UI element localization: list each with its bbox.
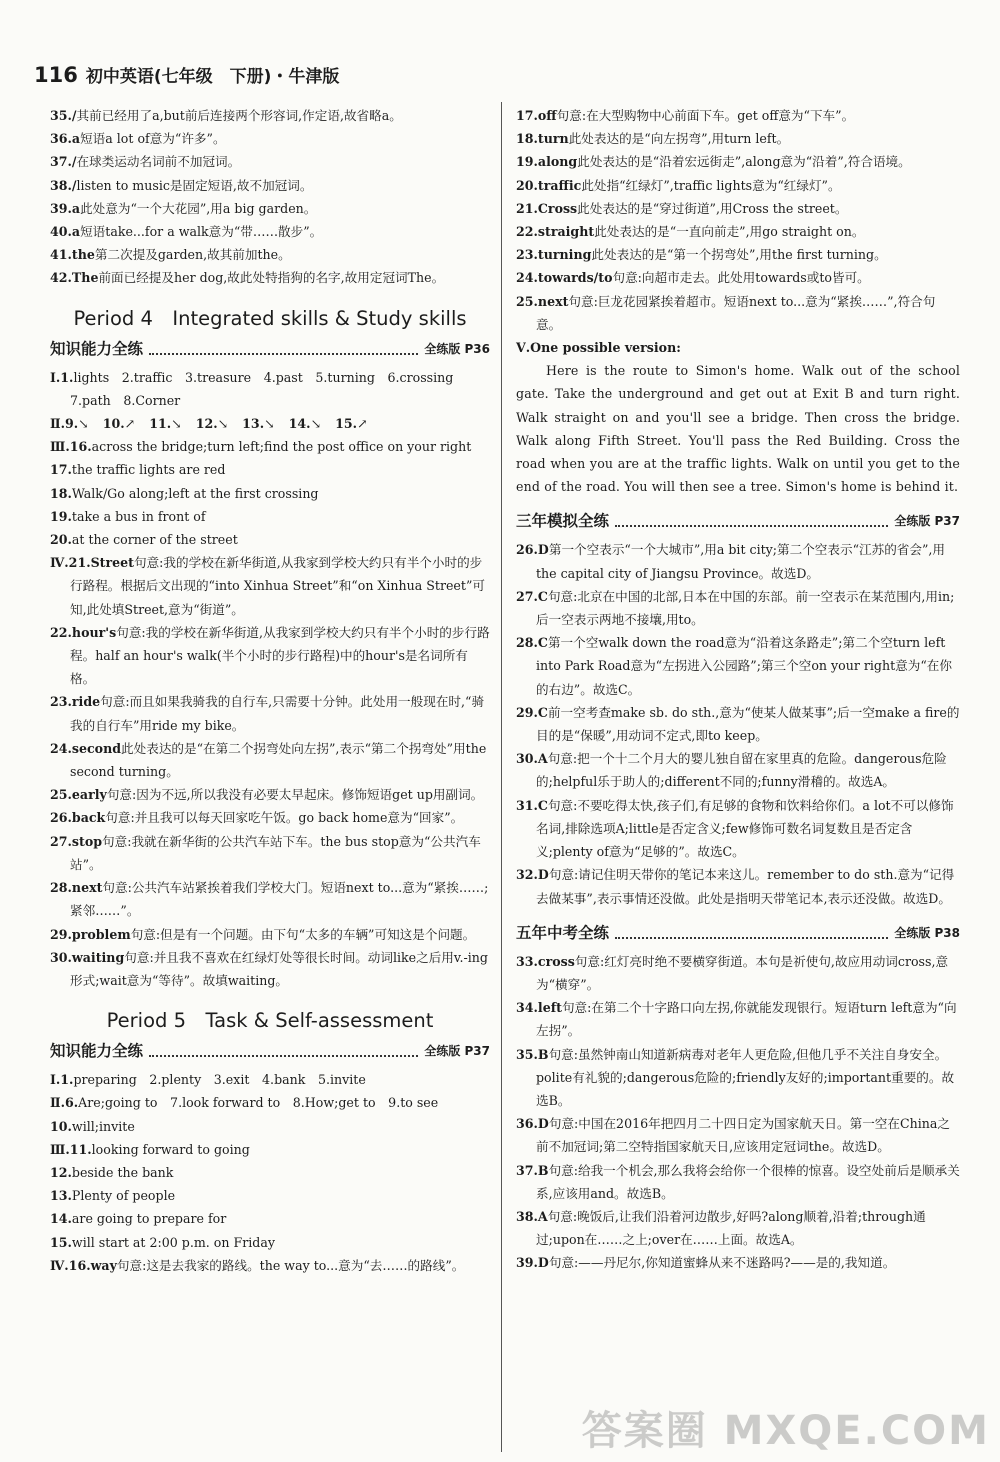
answer-item <box>516 243 960 266</box>
five-year-section-bar <box>516 922 960 944</box>
answer-item <box>50 830 490 876</box>
answer-number: Ⅲ.11. <box>50 1141 92 1157</box>
answer-text: 句意:而且如果我骑我的自行车,只需要十分钟。此处用一般现在时,“骑我的自行车”用ride my bike。 <box>70 694 485 733</box>
answer-item <box>50 174 490 197</box>
five-year-answers <box>516 950 960 1275</box>
answer-number: 17.off <box>516 108 557 123</box>
answer-item <box>50 876 490 922</box>
answer-text: 句意:——丹尼尔,你知道蜜蜂从来不迷路吗?——是的,我知道。 <box>548 1255 896 1271</box>
answer-text: 第一个空walk down the road意为“沿着这条路走”;第二个空turn left into Park Road意为“左拐进入公园路”;第三个空on your right意为“在你的右边”。故选C。 <box>536 635 952 697</box>
right-column <box>516 104 960 1275</box>
answer-text: 句意:这是去我家的路线。the way to...意为“去……的路线”。 <box>116 1257 465 1273</box>
answer-text: beside the bank <box>71 1164 174 1180</box>
answer-number: 10. <box>50 1118 72 1134</box>
arrow-icon: ↘ <box>264 416 275 432</box>
answer-item <box>50 946 490 992</box>
section-name: 五年中考全练 <box>516 923 610 942</box>
answer-text: 其前已经用了a,but前后连接两个形容词,作定语,故省略a。 <box>76 108 402 123</box>
answer-item <box>50 104 490 127</box>
answer-text: at the corner of the street <box>71 532 238 548</box>
page-header <box>34 62 339 92</box>
answer-number: 40.a <box>50 224 81 240</box>
answer-number: 25.next <box>516 293 569 309</box>
answer-text: Walk/Go along;left at the first crossing <box>71 485 319 501</box>
answer-number: 28.next <box>50 880 103 896</box>
answer-text: 此处指“红绿灯”,traffic lights意为“红绿灯”。 <box>581 177 841 193</box>
answer-item <box>50 737 490 783</box>
answer-text: 句意:给我一个机会,那么我将会给你一个很棒的惊喜。设空处前后是顺承关系,应该用and。故选B。 <box>536 1162 960 1201</box>
answer-text: 句意:因为不远,所以我没有必要太早起床。修饰短语get up用副词。 <box>106 787 484 803</box>
section-name: 知识能力全练 <box>50 1042 144 1061</box>
answer-number: 24.second <box>50 740 122 756</box>
answer-item <box>50 783 490 806</box>
answer-text: 短语take...for a walk意为“带……散步”。 <box>80 224 323 240</box>
answer-item <box>516 1112 960 1158</box>
answer-number: 23.turning <box>516 247 592 263</box>
answer-number: 41.the <box>50 247 95 263</box>
section-name: 三年模拟全练 <box>516 512 610 531</box>
answer-item <box>50 435 490 458</box>
answer-number: 12. <box>50 1164 72 1180</box>
answer-item <box>50 220 490 243</box>
arrow-icon: ↗ <box>124 416 136 432</box>
intonation-arrow: 11.↘ <box>149 416 182 432</box>
answer-item <box>50 551 490 621</box>
answer-item <box>516 290 960 336</box>
answer-text: 句意:向超市走去。此处用towards或to皆可。 <box>612 270 870 286</box>
answer-number: 14. <box>50 1211 72 1227</box>
answer-text: 句意:中国在2016年把四月二十四日定为国家航天日。第一空在China之前不加冠词;第二空特指国家航天日,应该用定冠词the。故选D。 <box>536 1116 950 1155</box>
column-divider <box>501 102 502 1452</box>
answer-item <box>50 1254 490 1277</box>
period-5-title: Period 5 Task & Self-assessment <box>106 1009 434 1033</box>
answer-number: Ⅱ.6. <box>50 1095 79 1111</box>
answer-text: 句意:并且我可以每天回家吃午饭。go back home意为“回家”。 <box>105 810 464 826</box>
answer-text: 第一个空表示“一个大城市”,用a bit city;第二个空表示“江苏的省会”,用the capital city of Jiangsu Province。故选D。 <box>536 542 946 581</box>
answer-item <box>50 1068 490 1091</box>
left-column <box>50 104 490 1277</box>
answer-number: 18. <box>50 485 72 501</box>
answer-item <box>516 631 960 701</box>
answer-number: 38./ <box>50 177 77 193</box>
three-year-answers <box>516 538 960 909</box>
answer-item <box>50 266 490 289</box>
period-5-answers <box>50 1068 490 1277</box>
answer-text: are going to prepare for <box>71 1211 227 1227</box>
answer-number: 23.ride <box>50 694 101 710</box>
answer-number: 20.traffic <box>516 177 582 193</box>
answer-text: 句意:我就在新华街的公共汽车站下车。the bus stop意为“公共汽车站”。 <box>70 833 481 872</box>
answer-item <box>516 174 960 197</box>
answer-number: 26.D <box>516 542 549 558</box>
answer-item <box>50 127 490 150</box>
page-number: 116 <box>34 63 78 87</box>
answer-text: will start at 2:00 p.m. on Friday <box>71 1234 275 1250</box>
answer-item <box>516 266 960 289</box>
answer-number: 34.left <box>516 1000 562 1016</box>
answer-text: listen to music是固定短语,故不加冠词。 <box>76 177 313 193</box>
answer-number: 33.cross <box>516 953 575 969</box>
answer-text: 此处意为“一个大花园”,用a big garden。 <box>80 200 317 216</box>
arrow-icon: ↗ <box>357 416 368 432</box>
arrow-icon: ↘ <box>171 416 182 432</box>
answer-item <box>50 1138 490 1161</box>
answer-item <box>50 1161 490 1184</box>
answer-number: 21.Cross <box>516 200 578 216</box>
answer-item <box>516 1159 960 1205</box>
answer-text: 句意:不要吃得太快,孩子们,有足够的食物和饮料给你们。a lot不可以修饰名词,排除选项A;little是否定含义;few修饰可数名词复数且是否定含义;plenty of意为“足够的”。故选C。 <box>536 797 954 860</box>
answer-number: 36.a <box>50 131 81 147</box>
intonation-arrow: 14.↘ <box>288 416 322 432</box>
answer-item <box>50 621 490 691</box>
answer-item <box>516 538 960 584</box>
answer-item <box>50 690 490 736</box>
answer-text: 此处表达的是“穿过街道”,用Cross the street。 <box>577 200 848 216</box>
answer-text: 句意:晚饭后,让我们沿着河边散步,好吗?along顺着,沿着;through通过;upon在……之上;over在……上面。故选A。 <box>536 1208 926 1248</box>
answer-item <box>50 150 490 173</box>
answer-item <box>50 458 490 481</box>
answer-number: 27.stop <box>50 833 103 849</box>
period-4-title: Period 4 Integrated skills & Study skills <box>73 306 467 330</box>
answer-number: 30.A <box>516 751 548 767</box>
answer-number: 22.straight <box>516 224 595 240</box>
answer-text: 句意:我的学校在新华街道,从我家到学校大约只有半个小时的步行路程。根据后文出现的“into Xinhua Street”和“on Xinhua Street”可知,此处填Street,意为“街道”。 <box>70 555 485 617</box>
answer-number: 26.back <box>50 810 106 826</box>
arrow-icon: ↘ <box>310 416 322 432</box>
answer-number: 29.C <box>516 704 548 720</box>
answer-item <box>50 923 490 946</box>
answer-item <box>516 950 960 996</box>
answer-text: 句意:在大型购物中心前面下车。get off意为“下车”。 <box>556 108 855 123</box>
answer-number: 38.A <box>516 1208 548 1224</box>
section-ref: 全练版 P37 <box>894 514 960 529</box>
answer-text: preparing 2.plenty 3.exit 4.bank 5.invite <box>73 1072 366 1088</box>
answer-number: Ⅳ.21.Street <box>50 555 134 571</box>
answer-number: 22.hour's <box>50 624 117 640</box>
answer-number: 39.a <box>50 200 81 216</box>
answer-number: 25.early <box>50 787 107 803</box>
dotted-leader <box>149 343 418 355</box>
answer-text: 句意:虽然钟南山知道新病毒对老年人更危险,但他几乎不关注自身安全。polite有礼貌的;dangerous危险的;friendly友好的;important重要的。故选B。 <box>536 1046 955 1108</box>
answer-item <box>50 806 490 829</box>
answer-item: Ⅰ.1.lights 2.traffic 3.treasure 4.past 5.turning 6.crossing 7.path 8.Corner <box>50 369 466 408</box>
watermark-logo: 答案圈 MXQE.COM <box>581 1408 990 1454</box>
answer-number: 37.B <box>516 1162 549 1178</box>
answer-text: 此处表达的是“向左拐弯”,用turn left。 <box>568 131 790 147</box>
answer-item <box>50 1091 490 1114</box>
answer-text: 句意:把一个十二个月大的婴儿独自留在家里真的危险。dangerous危险的;helpful乐于助人的;different不同的;funny滑稽的。故选A。 <box>536 751 947 790</box>
answer-text: 句意:请记住明天带你的笔记本来这儿。remember to do sth.意为“记得去做某事”,表示事情还没做。此处是指明天带笔记本,表示还没做。故选D。 <box>536 867 955 906</box>
answer-number: 17. <box>50 462 72 478</box>
answer-number: 19.along <box>516 154 578 170</box>
answer-item <box>516 150 960 173</box>
answer-number: Ⅲ.16. <box>50 439 92 455</box>
answer-text: 句意:但是有一个问题。由下句“太多的车辆”可知这是个问题。 <box>130 926 476 942</box>
answer-number: 32.D <box>516 867 549 883</box>
answer-text: 句意:北京在中国的北部,日本在中国的东部。前一空表示在某范围内,用in;后一空表示两地不接壤,用to。 <box>536 588 955 628</box>
answer-text: the traffic lights are red <box>71 462 226 478</box>
answer-number: 30.waiting <box>50 949 125 965</box>
answer-text: 句意:我的学校在新华街道,从我家到学校大约只有半个小时的步行路程。half an hour's walk(半个小时的步行路程)中的hour's是名词所有格。 <box>70 624 490 687</box>
answer-number: 13. <box>50 1188 72 1204</box>
answer-item <box>50 1207 490 1230</box>
answer-text: 第二次提及garden,故其前加the。 <box>94 247 291 263</box>
answer-list-17-25 <box>516 104 960 336</box>
essay-heading: Ⅴ.One possible version: <box>516 340 681 356</box>
answer-item <box>516 197 960 220</box>
answer-item <box>50 243 490 266</box>
answer-number: 18.turn <box>516 131 569 147</box>
answer-item <box>50 197 490 220</box>
answer-text: take a bus in front of <box>71 508 206 524</box>
period-4-section-bar <box>50 338 490 360</box>
answer-text: 句意:巨龙花园紧挨着超市。短语next to...意为“紧挨……”,符合句意。 <box>536 293 936 332</box>
answer-number: 35./ <box>50 108 77 123</box>
answer-number: 29.problem <box>50 926 131 942</box>
answer-item <box>516 220 960 243</box>
intonation-arrows-row <box>50 412 490 435</box>
period-5-section-bar <box>50 1040 490 1062</box>
essay-text: Here is the route to Simon's home. Walk out of the school gate. Take the underground and get out at Exit B and turn right. Walk straight on and you'll see a bridge. Then cross the bridge. Walk along Fifth Street. You'll pass the Red Building. Cross the road when you are at the traffic lights. Walk on until you get to the end of the road. You will then see a tree. Simon's home is behind it. <box>516 363 960 495</box>
section-name: 知识能力全练 <box>50 339 144 358</box>
answer-item <box>516 863 960 909</box>
period-4-answers <box>50 435 490 992</box>
answer-number: 27.C <box>516 588 548 604</box>
answer-item <box>516 1205 960 1251</box>
answer-text: across the bridge;turn left;find the post office on your right <box>91 439 472 455</box>
answer-item <box>516 747 960 793</box>
answer-number: 24.towards/to <box>516 270 613 286</box>
intonation-arrow: Ⅱ.9.↘ <box>50 416 89 432</box>
answer-item <box>516 1043 960 1113</box>
answer-number: 31.C <box>516 797 548 813</box>
answer-number: 35.B <box>516 1046 549 1062</box>
answer-number: 37./ <box>50 154 77 170</box>
dotted-leader <box>615 515 888 527</box>
answer-item <box>516 701 960 747</box>
arrow-icon: ↘ <box>78 416 89 432</box>
answer-text: 前一空考查make sb. do sth.,意为“使某人做某事”;后一空make a fire的目的是“保暖”,用动词不定式,即to keep。 <box>536 704 960 744</box>
book-title: 初中英语(七年级 下册)・牛津版 <box>85 67 340 87</box>
answer-number: 42.The <box>50 270 99 286</box>
answer-number: 15. <box>50 1234 72 1250</box>
answer-text: 句意:并且我不喜欢在红绿灯处等很长时间。动词like之后用v.-ing形式;wait意为“等待”。故填waiting。 <box>70 949 488 988</box>
answer-number: 28.C <box>516 635 548 651</box>
section-ref: 全练版 P36 <box>424 341 490 356</box>
intonation-arrow: 10.↗ <box>102 416 136 432</box>
answer-text: 此处表达的是“沿着宏远街走”,along意为“沿着”,符合语境。 <box>577 154 911 170</box>
section-ref: 全练版 P38 <box>894 925 960 940</box>
answer-number: 36.D <box>516 1116 549 1132</box>
answer-item <box>50 528 490 551</box>
answer-text: 句意:在第二个十字路口向左拐,你就能发现银行。短语turn left意为“向左拐”。 <box>536 1000 957 1039</box>
answer-text: 此处表达的是“第一个拐弯处”,用the first turning。 <box>591 247 887 263</box>
arrow-icon: ↘ <box>217 416 229 432</box>
answer-text: 在球类运动名词前不加冠词。 <box>76 154 241 170</box>
intonation-arrow: 12.↘ <box>195 416 229 432</box>
answer-text: 句意:红灯亮时绝不要横穿街道。本句是祈使句,故应用动词cross,意为“横穿”。 <box>536 953 949 992</box>
answer-item <box>50 1115 490 1138</box>
answer-text: 句意:公共汽车站紧挨着我们学校大门。短语next to...意为“紧挨……;紧邻……”。 <box>70 880 489 919</box>
answer-item <box>516 1251 960 1274</box>
answer-number: Ⅳ.16.way <box>50 1257 117 1273</box>
three-year-section-bar <box>516 510 960 532</box>
answer-text: 前面已经提及her dog,故此处特指狗的名字,故用定冠词The。 <box>98 270 445 286</box>
answer-item <box>516 104 960 127</box>
answer-number: 19. <box>50 508 72 524</box>
answer-text: 此处表达的是“一直向前走”,用go straight on。 <box>594 224 865 240</box>
intonation-arrow: 15.↗ <box>335 416 368 432</box>
answer-item <box>50 482 490 505</box>
answer-item <box>516 996 960 1042</box>
answer-text: will;invite <box>71 1118 135 1134</box>
answer-number: Ⅰ.1. <box>50 1072 74 1088</box>
answer-item <box>50 1184 490 1207</box>
answer-text: Plenty of people <box>71 1188 176 1204</box>
dotted-leader <box>615 927 888 939</box>
answer-item <box>516 794 960 864</box>
answer-item <box>50 505 490 528</box>
answer-item <box>50 1231 490 1254</box>
answer-number: 20. <box>50 532 72 548</box>
answer-item <box>516 127 960 150</box>
answer-text: 此处表达的是“在第二个拐弯处向左拐”,表示“第二个拐弯处”用the second turning。 <box>70 740 487 780</box>
intonation-arrow: 13.↘ <box>242 416 275 432</box>
answer-text: 短语a lot of意为“许多”。 <box>80 131 226 147</box>
answer-item <box>516 585 960 631</box>
dotted-leader <box>149 1045 418 1057</box>
section-ref: 全练版 P37 <box>424 1044 490 1059</box>
answer-text: looking forward to going <box>91 1141 250 1157</box>
answer-number: 39.D <box>516 1255 549 1271</box>
answer-text: Are;going to 7.look forward to 8.How;get to 9.to see <box>78 1095 439 1111</box>
answer-list-35-42 <box>50 104 490 290</box>
